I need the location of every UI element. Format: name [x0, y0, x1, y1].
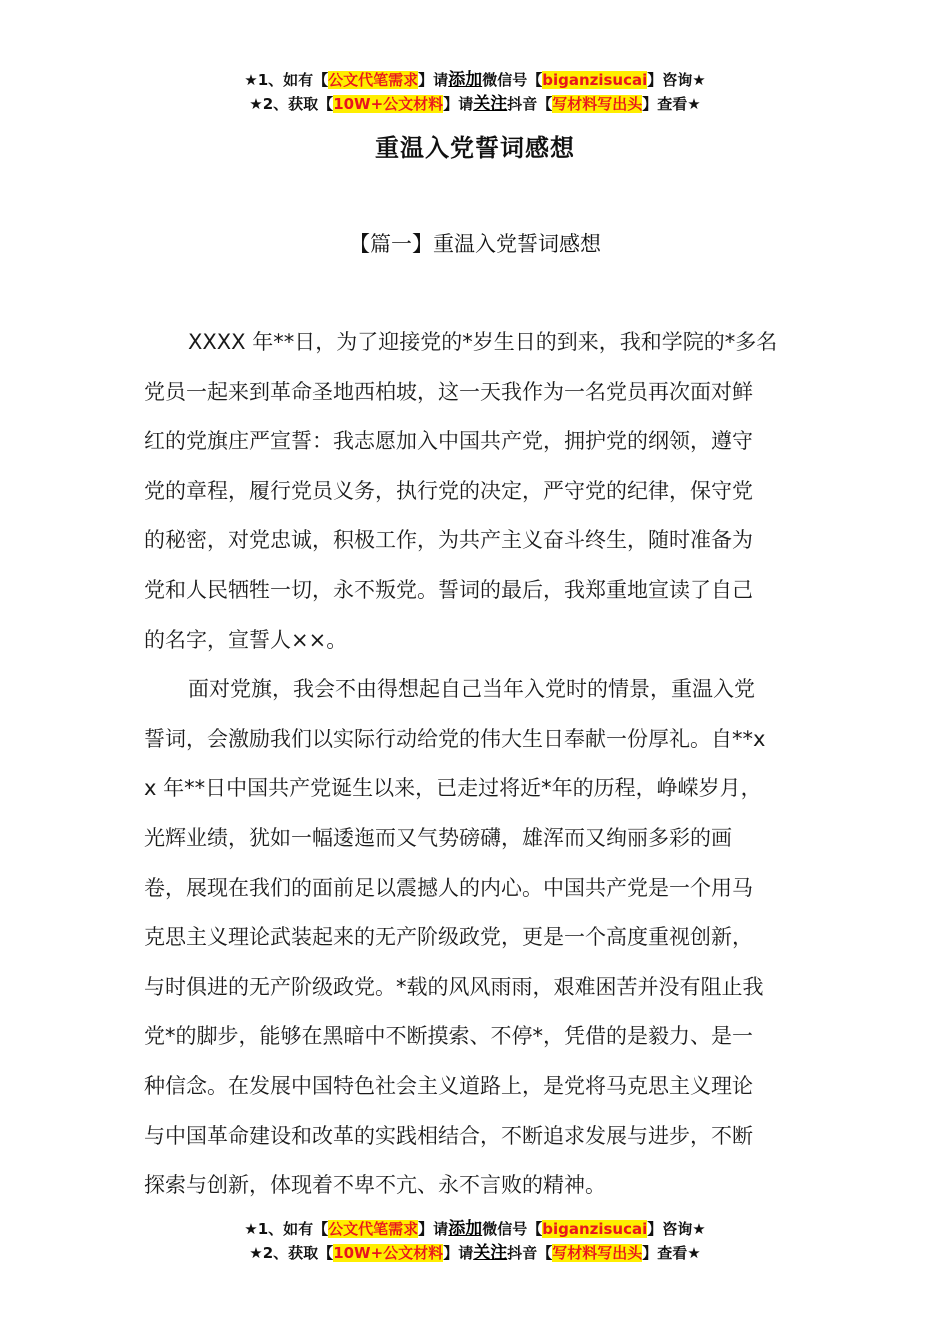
text-line: 红的党旗庄严宣誓：我志愿加入中国共产党，拥护党的纲领，遵守	[144, 429, 753, 454]
text-line: 与中国革命建设和改革的实践相结合，不断追求发展与进步，不断	[144, 1123, 753, 1148]
text-line: 党*的脚步，能够在黑暗中不断摸索、不停*，凭借的是毅力、是一	[144, 1024, 753, 1049]
highlight-wechat-id: biganzisucai	[542, 1220, 648, 1238]
text-line: 的名字，宣誓人××。	[144, 627, 348, 652]
promo-line-1: ★1、如有【公文代笔需求】请添加微信号【biganzisucai】咨询★	[244, 1219, 706, 1239]
text-line: 誓词，会激励我们以实际行动给党的伟大生日奉献一份厚礼。自**x	[144, 726, 766, 751]
highlight-follow: 关注	[473, 1243, 508, 1263]
highlight-service: 公文代笔需求	[328, 71, 419, 89]
highlight-follow: 关注	[473, 94, 508, 114]
highlight-wechat-id: biganzisucai	[542, 71, 648, 89]
paragraph-2	[144, 665, 808, 1211]
text-line: 党的章程，履行党员义务，执行党的决定，严守党的纪律，保守党	[144, 478, 753, 503]
text-line: 克思主义理论武装起来的无产阶级政党，更是一个高度重视创新，	[144, 925, 753, 950]
highlight-add: 添加	[448, 1219, 483, 1239]
section-heading: 【篇一】重温入党誓词感想	[349, 232, 601, 256]
text-line: 党员一起来到革命圣地西柏坡，这一天我作为一名党员再次面对鲜	[144, 379, 753, 404]
text-line: 的秘密，对党忠诚，积极工作，为共产主义奋斗终生，随时准备为	[144, 528, 753, 553]
promo-banner-top	[0, 68, 950, 116]
paragraph-1	[144, 318, 808, 665]
text-line: 光辉业绩，犹如一幅逶迤而又气势磅礴，雄浑而又绚丽多彩的画	[144, 825, 732, 850]
text-line: 种信念。在发展中国特色社会主义道路上，是党将马克思主义理论	[144, 1073, 753, 1098]
highlight-materials: 10W+公文材料	[333, 95, 444, 113]
promo-banner-bottom	[0, 1217, 950, 1265]
text-line: 与时俱进的无产阶级政党。*载的风风雨雨，艰难困苦并没有阻止我	[144, 974, 764, 999]
promo-line-1: ★1、如有【公文代笔需求】请添加微信号【biganzisucai】咨询★	[244, 70, 706, 90]
highlight-douyin-account: 写材料写出头	[552, 95, 643, 113]
highlight-add: 添加	[448, 70, 483, 90]
text-line: 面对党旗，我会不由得想起自己当年入党时的情景，重温入党	[188, 677, 755, 702]
highlight-douyin-account: 写材料写出头	[552, 1244, 643, 1262]
document-body	[144, 318, 808, 1211]
text-line: XXXX 年**日，为了迎接党的*岁生日的到来，我和学院的*多名	[188, 330, 778, 354]
promo-line-2: ★2、获取【10W+公文材料】请关注抖音【写材料写出头】查看★	[249, 94, 701, 114]
text-line: 探索与创新，体现着不卑不亢、永不言败的精神。	[144, 1173, 606, 1198]
text-line: x 年**日中国共产党诞生以来，已走过将近*年的历程，峥嵘岁月，	[144, 776, 762, 801]
promo-line-2: ★2、获取【10W+公文材料】请关注抖音【写材料写出头】查看★	[249, 1243, 701, 1263]
highlight-service: 公文代笔需求	[328, 1220, 419, 1238]
text-line: 卷，展现在我们的面前足以震撼人的内心。中国共产党是一个用马	[144, 875, 753, 900]
document-title: 重温入党誓词感想	[375, 134, 575, 162]
text-line: 党和人民牺牲一切，永不叛党。誓词的最后，我郑重地宣读了自己	[144, 577, 753, 602]
highlight-materials: 10W+公文材料	[333, 1244, 444, 1262]
